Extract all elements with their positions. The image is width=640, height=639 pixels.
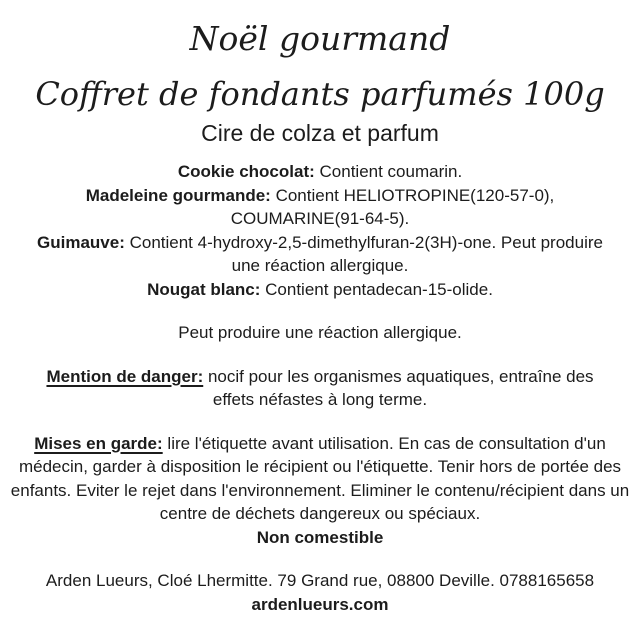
ingredient-cookie-chocolat <box>0 160 640 184</box>
ingredient-description: Contient 4-hydroxy-2,5-dimethylfuran-2(3H)-one. Peut produire une réaction allergique. <box>124 232 603 275</box>
ingredient-guimauve <box>33 231 608 278</box>
warnings-statement <box>9 432 631 526</box>
ingredient-name: Guimauve: <box>37 232 125 252</box>
danger-statement <box>43 365 598 412</box>
label-body <box>0 160 640 616</box>
composition-line: Cire de colza et parfum <box>201 120 439 146</box>
product-subtitle: Coffret de fondants parfumés 100g <box>35 75 605 113</box>
ingredient-name: Nougat blanc: <box>147 279 261 299</box>
ingredient-description: Contient coumarin. <box>314 162 463 181</box>
not-edible-notice: Non comestible <box>256 527 384 547</box>
warnings-text: lire l'étiquette avant utilisation. En cas de consultation d'un médecin, garder à disposition le récipient ou l'étiquette. Tenir hors de portée des enfants. Eviter le rejet dans l'environnement. Eliminer le contenu/récipient dans un centre de déchets dangereux ou spéciaux. <box>10 433 630 523</box>
ingredient-madeleine-gourmande <box>63 184 578 231</box>
ingredient-name: Cookie chocolat: <box>177 162 315 181</box>
ingredient-nougat-blanc <box>0 278 640 302</box>
allergy-note: Peut produire une réaction allergique. <box>178 323 462 342</box>
danger-text: nocif pour les organismes aquatiques, entraîne des effets néfastes à long terme. <box>203 366 594 409</box>
ingredient-description: Contient pentadecan-15-olide. <box>260 279 493 299</box>
contact-line: Arden Lueurs, Cloé Lhermitte. 79 Grand rue, 08800 Deville. 0788165658 <box>45 571 595 590</box>
product-title: Noël gourmand <box>189 19 451 58</box>
ingredient-name: Madeleine gourmande: <box>85 185 271 205</box>
website-line: ardenlueurs.com <box>251 594 389 614</box>
danger-label: Mention de danger: <box>46 366 204 386</box>
warnings-label: Mises en garde: <box>34 433 163 453</box>
ingredient-description: Contient HELIOTROPINE(120-57-0), COUMARINE(91-64-5). <box>230 185 555 228</box>
